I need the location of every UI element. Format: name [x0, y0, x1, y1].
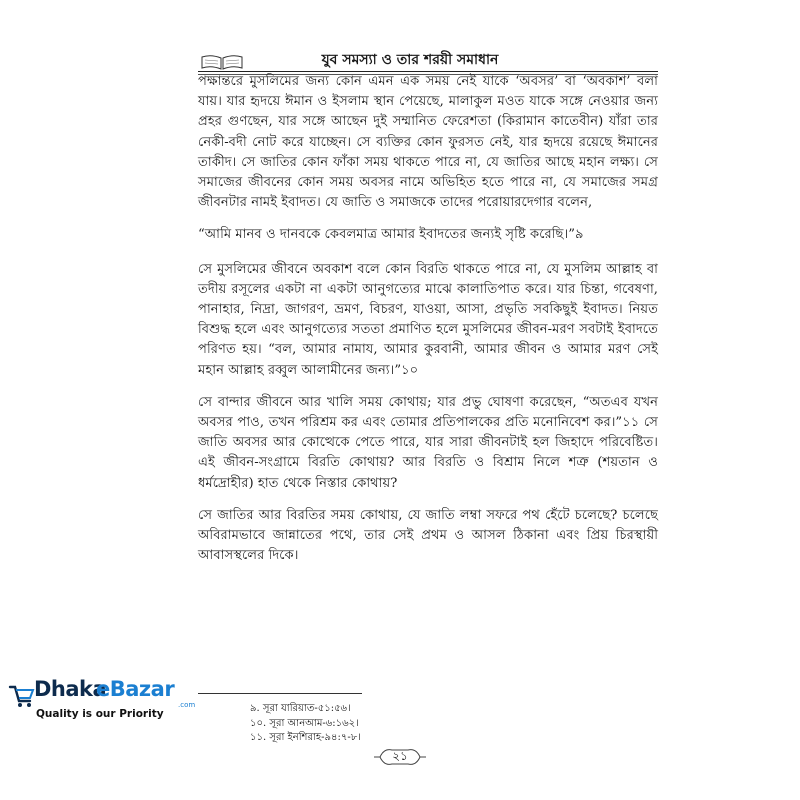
footnote-divider	[198, 693, 362, 694]
footnote-item: ১০. সূরা আনআম-৬:১৬২।	[250, 717, 359, 729]
quran-quote-1: “আমি মানব ও দানবকে কেবলমাত্র আমার ইবাদতের জন্যই সৃষ্টি করেছি।”৯	[198, 227, 584, 243]
logo-text-dhaka: Dhaka	[34, 677, 107, 701]
footnote-item: ৯. সূরা যারিয়াত-৫১:৫৬।	[250, 703, 351, 714]
logo-text-com: .com	[178, 701, 196, 709]
footnote-item: ১১. সূরা ইনশিরাহ-৯৪:৭-৮।	[250, 732, 361, 743]
cart-logo-icon	[8, 681, 36, 713]
body-paragraph-2: সে মুসলিমের জীবনে অবকাশ বলে কোন বিরতি থাকতে পারে না, যে মুসলিম আল্লাহ বা তদীয় রসূলের একটা না একটা আনুগত্যের মাঝে কালাতিপাত করে। যার চিন্তা, গবেষণা, পানাহার, নিদ্রা, জাগরণ, ভ্রমণ, বিচরণ, যাওয়া, আসা, প্রভৃতি সবকিছুই ইবাদত। নিয়ত বিশুদ্ধ হলে এবং আনুগত্যের সততা প্রমাণিত হলে মুসলিমের জীবন-মরণ সবটাই ইবাদতে পরিণত হয়। “বল, আমার নামায, আমার কুরবানী, আমার জীবন ও আমার মরণ সেই মহান আল্লাহ রব্বুল আলামীনের জন্য।”১০	[198, 261, 658, 378]
watermark-logo	[8, 675, 198, 727]
book-page	[150, 22, 658, 792]
body-paragraph-4: সে জাতির আর বিরতির সময় কোথায়, যে জাতি লম্বা সফরে পথ হেঁটে চলেছে? চলেছে অবিরামভাবে জান্নাতের পথে, তার সেই প্রথম ও আসল ঠিকানা এবং প্রিয় চিরস্থায়ী আবাসস্থলের দিকে।	[198, 507, 658, 564]
footnotes	[250, 702, 550, 746]
logo-tagline: Quality is our Priority	[36, 708, 164, 720]
logo-text-ebazar: eBazar	[96, 677, 175, 701]
page-body	[198, 72, 658, 578]
body-paragraph-3: সে বান্দার জীবনে আর খালি সময় কোথায়; যার প্রভু ঘোষণা করেছেন, “অতএব যখন অবসর পাও, তখন পরিশ্রম কর এবং তোমার প্রতিপালকের প্রতি মনোনিবেশ কর।”১১ সে জাতি অবসর আর কোত্থেকে পেতে পারে, যার সারা জীবনটাই হল জিহাদে পরিবেষ্টিত। এই জীবন-সংগ্রামে বিরতি কোথায়? আর বিরতি ও বিশ্রাম নিলে শত্রু (শয়তান ও ধর্মদ্রোহীর) হাত থেকে নিস্তার কোথায়?	[198, 394, 658, 491]
page-number-ornament	[372, 746, 428, 768]
running-header-title: যুব সমস্যা ও তার শরয়ী সমাধান	[321, 52, 499, 68]
body-paragraph-1: পক্ষান্তরে মুসলিমের জন্য কোন এমন এক সময় নেই যাকে ‘অবসর’ বা ‘অবকাশ’ বলা যায়। যার হৃদয়ে ঈমান ও ইসলাম স্থান পেয়েছে, মালাকুল মওত যাকে সঙ্গে নেওয়ার জন্য প্রহর গুণছেন, যার সঙ্গে আছেন দুই সম্মানিত ফেরেশতা (কিরামান কাতেবীন) যাঁরা তার নেকী-বদী নোট করে যাচ্ছেন। সে ব্যক্তির কোন ফুরসত নেই, যার হৃদয়ে রয়েছে ঈমানের তাকীদ। সে জাতির কোন ফাঁকা সময় থাকতে পারে না, যে জাতির আছে মহান লক্ষ্য। সে সমাজের জীবনের কোন সময় অবসর নামে অভিহিত হতে পারে না, যে সমাজের সমগ্র জীবনটার নামই ইবাদত। যে জাতি ও সমাজকে তাদের পরোয়ারদেগার বলেন,	[198, 74, 658, 211]
page-number: ২১	[392, 749, 408, 763]
